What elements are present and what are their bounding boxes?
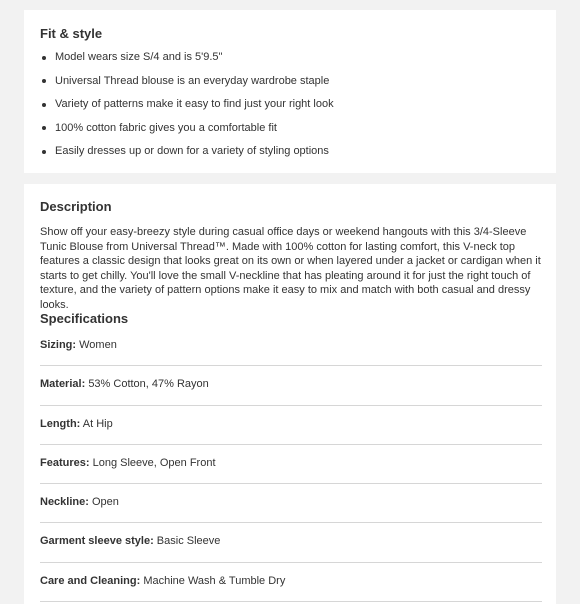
description-card [24,184,556,604]
bullet-text: Variety of patterns make it easy to find just your right look [55,98,334,110]
bullet-text: 100% cotton fabric gives you a comfortable fit [55,121,277,134]
spec-row-length [40,406,542,445]
spec-value: Long Sleeve, Open Front [92,456,216,469]
bullet-icon [42,126,46,130]
spec-value: Women [79,339,117,351]
spec-row-neckline [40,484,542,523]
bullet-icon [42,103,46,107]
spec-label: Material: [40,378,86,391]
spec-row-sizing [40,327,542,366]
bullet-icon [42,56,46,60]
spec-label: Length: [40,417,81,430]
bullet-icon [42,150,46,154]
spec-row-material [40,366,542,405]
specifications-title: Specifications [40,311,129,326]
list-item [40,121,334,145]
fit-style-card [24,10,556,173]
bullet-text: Easily dresses up or down for a variety of styling options [55,145,329,157]
fit-style-title: Fit & style [40,26,103,41]
spec-row-care [40,563,542,602]
bullet-text: Universal Thread blouse is an everyday wardrobe staple [55,74,330,87]
spec-label: Garment sleeve style: [40,535,154,548]
bullet-text: Model wears size S/4 and is 5'9.5" [55,51,223,63]
spec-value: Open [91,496,119,509]
list-item [40,144,334,168]
fit-style-list [40,50,334,168]
specifications-list [40,327,542,602]
bullet-icon [42,79,46,83]
spec-label: Features: [40,456,90,469]
description-title: Description [40,199,112,214]
spec-value: 53% Cotton, 47% Rayon [88,378,209,391]
spec-value: Basic Sleeve [156,535,221,548]
spec-label: Care and Cleaning: [40,574,141,587]
list-item [40,50,334,74]
list-item [40,97,334,121]
spec-value: At Hip [82,417,113,430]
spec-row-sleeve-style [40,523,542,562]
description-text: Show off your easy-breezy style during casual office days or weekend hangouts with this 3/4-Sleeve Tunic Blouse from Universal Thread™. Made with 100% cotton for lasting comfort, this V-neck top features a classic design that looks great on its own or when layered under a jacket or cardigan when it starts to get chilly. You'll love the small V-neckline that has pleating around it for just the right touch of texture, and the variety of pattern options make it easy to mix and match with both casual and dressy looks. [40,226,541,311]
spec-value: Machine Wash & Tumble Dry [143,574,286,587]
list-item [40,74,334,98]
spec-row-features [40,445,542,484]
spec-label: Neckline: [40,496,89,509]
spec-label: Sizing: [40,339,77,351]
